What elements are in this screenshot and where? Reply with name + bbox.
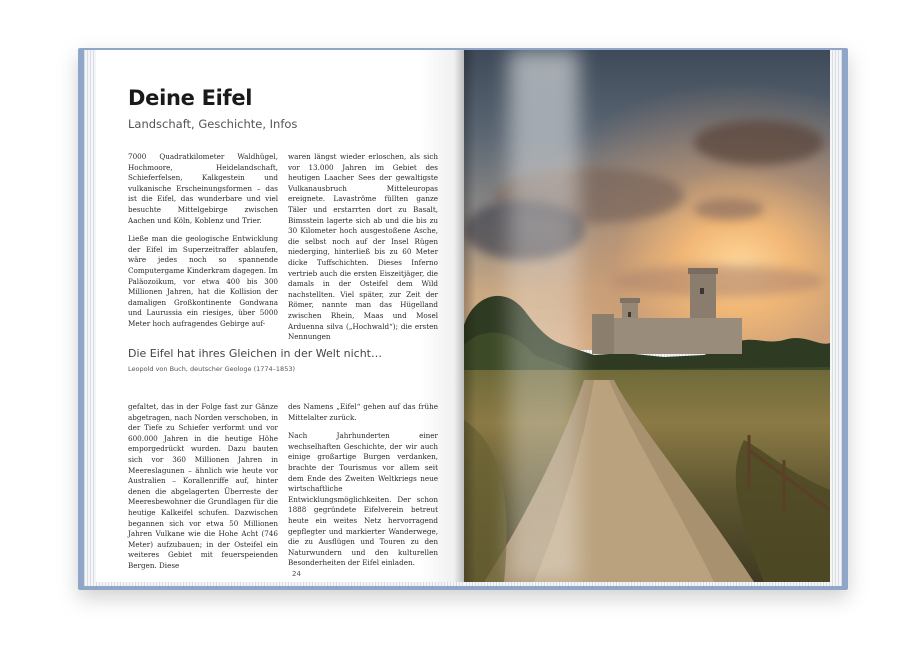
light-beam [509, 50, 579, 582]
text-column-2 [288, 152, 438, 351]
right-page-photo [464, 50, 830, 582]
paragraph: Ließe man die geologische Entwicklung der Eifel im Superzeitraffer ablaufen, wäre jedes noch so spannende Computergame Kinderkram dagegen. Im Paläozoikum, vor etwa 400 bis 300 Millionen Jahren, hat die Kollision der damaligen Großkontinente Gondwana und Laurussia ein riesiges, über 5000 Meter hoch aufragendes Gebirge auf- [128, 234, 278, 328]
page-title: Deine Eifel [128, 86, 253, 110]
cloud [694, 198, 764, 220]
paragraph: des Namens „Eifel“ gehen auf das frühe Mittelalter zurück. [288, 402, 438, 422]
text-column-4 [288, 402, 438, 577]
castle-ruin [592, 268, 742, 358]
castle-sunset-photo [464, 50, 830, 582]
left-page [96, 50, 464, 582]
paragraph: waren längst wieder erloschen, als sich vor 13.000 Jahren im Gebiet des heutigen Laacher Sees der gewaltigste Vulkanausbruch Mitteleuropas ereignete. Lavaströme füllten ganze Täler und erstarrten dort zu Basalt, Bimsstein lagerte sich ab und die bis zu 30 Kilometer hoch ausgestoßene Asche, die selbst noch auf der Insel Rügen niederging, hinterließ bis zu 60 Meter dicke Tuffschichten. Dieses Inferno vertrieb auch die ersten Eiszeitjäger, die damals in der Osteifel dem Wild nachstellten. Viel später, zur Zeit der Römer, nannte man das Hügelland zwischen Rhein, Maas und Mosel Arduenna silva („Hochwald“); die ersten Nennungen [288, 152, 438, 342]
page-number: 24 [292, 570, 301, 578]
cloud [694, 120, 824, 165]
quote-attribution: Leopold von Buch, deutscher Geologe (1774–1853) [128, 365, 296, 373]
paragraph: Nach Jahrhunderten einer wechselhaften Geschichte, der wir auch einige großartige Burgen verdanken, brachte der Tourismus vor allem seit dem Ende des Zweiten Weltkriegs neue wirtschaftliche Entwicklungsmöglichkeiten. Der schon 1888 gegründete Eifelverein betreut heute ein weites Netz hervorragend gepflegter und markierter Wanderwege, die zu Ausflügen und Touren zu den Naturwundern und den kulturellen Besonderheiten der Eifel einladen. [288, 431, 438, 568]
pull-quote: Die Eifel hat ihres Gleichen in der Welt nicht… [128, 347, 382, 360]
page-subtitle: Landschaft, Geschichte, Infos [128, 117, 298, 131]
text-column-1 [128, 152, 278, 338]
open-book [78, 44, 848, 592]
paragraph: gefaltet, das in der Folge fast zur Gänze abgetragen, nach Norden verschoben, in der Tiefe zu Schiefer verformt und vor 600.000 Jahren in die heutige Höhe emporgedrückt wurden. Dazu bauten sich vor 360 Millionen Jahren in Meereslagunen – ähnlich wie heute vor Australien – Korallenriffe auf, hinter denen die abgelagerten Überreste der Meeresbewohner die Grundlagen für die heutige Kalkeifel schufen. Dazwischen begannen sich vor etwa 50 Millionen Jahren Vulkane wie die Hohe Acht (746 Meter) aufzubauen; in der Osteifel ein weiteres Gebiet mit feuerspeienden Bergen. Diese [128, 402, 278, 570]
paragraph: 7000 Quadratkilometer Waldhügel, Hochmoore, Heidelandschaft, Schieferfelsen, Kalkgestein und vulkanische Erscheinungsformen – das ist die Eifel, das wunderbare und viel besuchte Mittelgebirge zwischen Aachen und Köln, Koblenz und Trier. [128, 152, 278, 225]
text-column-3 [128, 402, 278, 580]
